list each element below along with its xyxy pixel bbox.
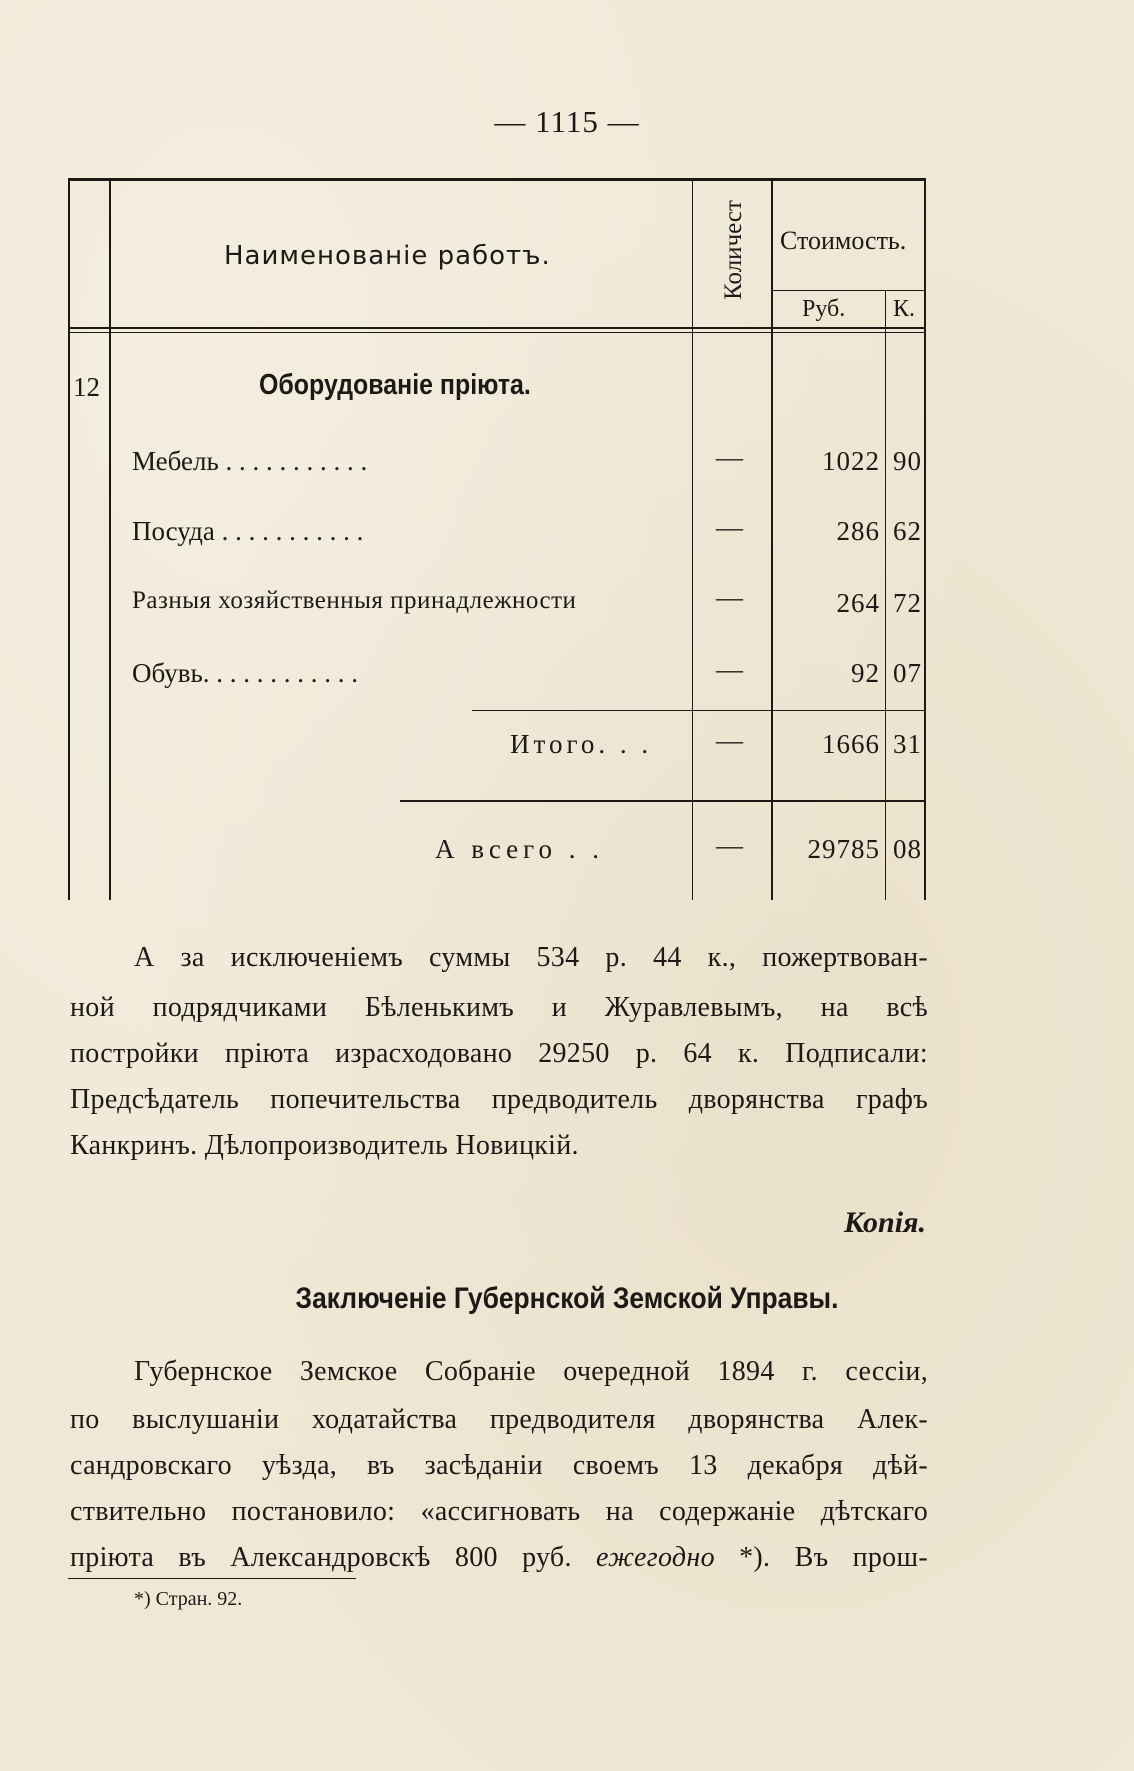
table-row-qty: — <box>716 442 743 472</box>
paragraph-line: Губернское Земское Собраніе очередной 1894 г. сессіи, <box>134 1356 928 1387</box>
grand-total-rubles: 29785 <box>807 834 880 864</box>
paragraph-text: *). Въ прош- <box>739 1542 928 1573</box>
table-row-kopecks: 07 <box>893 658 922 688</box>
table-left-rule <box>68 180 70 900</box>
subtotal-qty: — <box>716 725 743 755</box>
section-title: Оборудованіе пріюта. <box>259 369 531 401</box>
table-row-name: Разныя хозяйственныя принадлежности <box>132 587 577 614</box>
total-rule <box>400 800 926 802</box>
paragraph-text: пріюта въ Александровскѣ 800 руб. <box>70 1542 572 1573</box>
paragraph-line: ной подрядчиками Бѣленькимъ и Журавлевымъ, на всѣ <box>70 992 928 1023</box>
paragraph-line: А за исключеніемъ суммы 534 р. 44 к., пожертвован- <box>134 942 928 973</box>
section-number: 12 <box>73 372 100 402</box>
page-number: — 1115 — <box>494 104 640 139</box>
subtotal-label: Итого. . . <box>510 729 653 759</box>
grand-total-qty: — <box>716 830 743 860</box>
table-top-rule <box>68 178 926 181</box>
quantity-column-left-rule <box>692 180 693 900</box>
emphasized-text: ежегодно <box>596 1542 715 1573</box>
paragraph-line: ствительно постановило: «ассигновать на содержаніе дѣтскаго <box>70 1496 928 1527</box>
grand-total-label: А всего . . <box>435 834 605 864</box>
table-row-rubles: 1022 <box>822 446 880 476</box>
table-row-name: Посуда . . . . . . . . . . . <box>132 516 364 546</box>
table-row-rubles: 286 <box>836 516 880 546</box>
table-row-kopecks: 72 <box>893 588 922 618</box>
grand-total-kopecks: 08 <box>893 834 922 864</box>
paragraph-line: Канкринъ. Дѣлопроизводитель Новицкій. <box>70 1130 579 1161</box>
number-column-rule <box>109 180 111 900</box>
subtotal-rule <box>472 710 926 711</box>
table-row-qty: — <box>716 512 743 542</box>
paragraph-line: постройки пріюта израсходовано 29250 р. 64 к. Подписали: <box>70 1038 928 1069</box>
copy-label: Копія. <box>843 1206 926 1239</box>
table-row-qty: — <box>716 654 743 684</box>
quantity-column-right-rule <box>771 180 773 900</box>
header-cost: Стоимость. <box>780 226 907 255</box>
header-bottom-rule <box>68 327 926 329</box>
header-bottom-rule-2 <box>68 332 926 333</box>
subtotal-rubles: 1666 <box>822 729 880 759</box>
table-row-kopecks: 62 <box>893 516 922 546</box>
paragraph-line: сандровскаго уѣзда, въ засѣданіи своемъ 13 декабря дѣй- <box>70 1450 928 1481</box>
footnote-rule <box>68 1578 356 1579</box>
table-row-kopecks: 90 <box>893 446 922 476</box>
subtotal-kopecks: 31 <box>893 729 922 759</box>
header-work-name: Наименованіе работъ. <box>224 241 551 271</box>
header-kopecks: К. <box>893 296 916 322</box>
paragraph-line: Предсѣдатель попечительства предводитель дворянства графъ <box>70 1084 928 1115</box>
footnote: *) Стран. 92. <box>134 1588 243 1610</box>
table-row-name: Мебель . . . . . . . . . . . <box>132 446 368 476</box>
paragraph-line-with-footnote <box>70 1544 928 1572</box>
paragraph-line: по выслушаніи ходатайства предводителя дворянства Алек- <box>70 1404 928 1435</box>
table-row-rubles: 92 <box>851 658 880 688</box>
header-quantity: Количест <box>720 200 747 300</box>
table-row-name: Обувь. . . . . . . . . . . . <box>132 658 359 688</box>
table-row-rubles: 264 <box>836 588 880 618</box>
cost-header-rule <box>772 290 926 291</box>
table-row-qty: — <box>716 582 743 612</box>
header-rubles: Руб. <box>802 296 846 322</box>
section-heading: Заключеніе Губернской Земской Управы. <box>295 1282 839 1315</box>
table-right-rule <box>924 180 926 900</box>
